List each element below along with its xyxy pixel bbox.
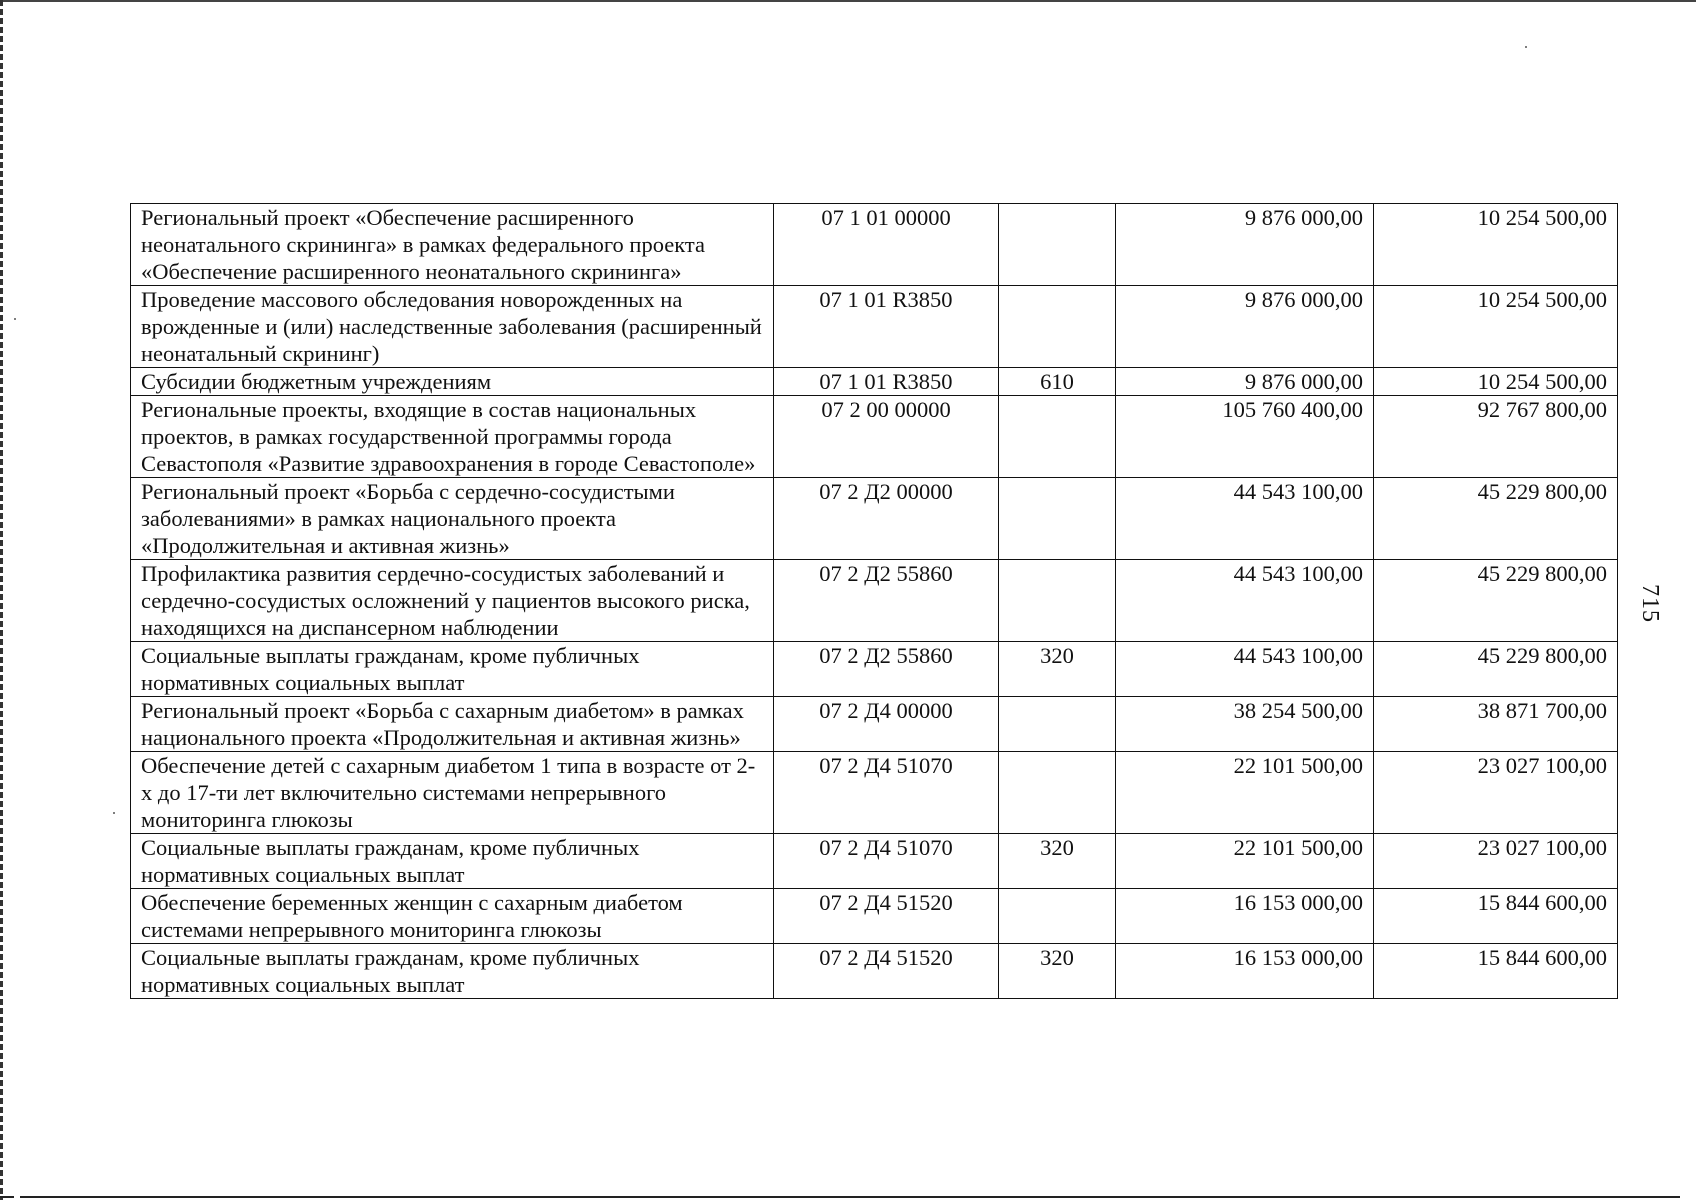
row-value-2: 15 844 600,00: [1374, 944, 1618, 999]
row-code: 07 2 Д4 51520: [774, 889, 999, 944]
table-row: [131, 396, 1618, 478]
row-value-2: 10 254 500,00: [1374, 286, 1618, 368]
row-code: 07 2 Д4 51520: [774, 944, 999, 999]
row-code: 07 2 00 00000: [774, 396, 999, 478]
row-code: 07 1 01 R3850: [774, 286, 999, 368]
row-value-2: 38 871 700,00: [1374, 697, 1618, 752]
row-expense-kind: 320: [999, 834, 1116, 889]
row-value-1: 44 543 100,00: [1116, 560, 1374, 642]
row-code: 07 2 Д4 51070: [774, 752, 999, 834]
table-row: [131, 368, 1618, 396]
row-name: Социальные выплаты гражданам, кроме публичных нормативных социальных выплат: [131, 642, 774, 697]
row-expense-kind: 610: [999, 368, 1116, 396]
row-code: 07 2 Д2 00000: [774, 478, 999, 560]
row-name: Субсидии бюджетным учреждениям: [131, 368, 774, 396]
scan-edge-top: [0, 0, 1696, 2]
row-value-1: 105 760 400,00: [1116, 396, 1374, 478]
row-value-2: 23 027 100,00: [1374, 752, 1618, 834]
row-name: Социальные выплаты гражданам, кроме публичных нормативных социальных выплат: [131, 834, 774, 889]
table-row: [131, 642, 1618, 697]
table-row: [131, 204, 1618, 286]
row-expense-kind: [999, 752, 1116, 834]
row-name: Обеспечение детей с сахарным диабетом 1 типа в возрасте от 2-х до 17-ти лет включительно системами непрерывного мониторинга глюкозы: [131, 752, 774, 834]
row-code: 07 1 01 R3850: [774, 368, 999, 396]
row-code: 07 2 Д4 00000: [774, 697, 999, 752]
row-expense-kind: [999, 889, 1116, 944]
row-code: 07 1 01 00000: [774, 204, 999, 286]
table-row: [131, 944, 1618, 999]
table-row: [131, 697, 1618, 752]
scan-speck: [113, 812, 115, 814]
row-value-2: 10 254 500,00: [1374, 368, 1618, 396]
row-name: Профилактика развития сердечно-сосудистых заболеваний и сердечно-сосудистых осложнений у пациентов высокого риска, находящихся на диспансерном наблюдении: [131, 560, 774, 642]
row-code: 07 2 Д4 51070: [774, 834, 999, 889]
table-row: [131, 286, 1618, 368]
row-value-1: 9 876 000,00: [1116, 204, 1374, 286]
row-name: Региональный проект «Борьба с сахарным диабетом» в рамках национального проекта «Продолжительная и активная жизнь»: [131, 697, 774, 752]
row-name: Региональный проект «Обеспечение расширенного неонатального скрининга» в рамках федерального проекта «Обеспечение расширенного неонатального скрининга»: [131, 204, 774, 286]
scan-edge-left: [0, 0, 3, 1200]
row-code: 07 2 Д2 55860: [774, 642, 999, 697]
scan-edge-bottom-dash: [0, 1196, 14, 1198]
row-value-1: 38 254 500,00: [1116, 697, 1374, 752]
row-code: 07 2 Д2 55860: [774, 560, 999, 642]
scan-speck: [1525, 46, 1527, 48]
row-expense-kind: 320: [999, 944, 1116, 999]
row-name: Обеспечение беременных женщин с сахарным диабетом системами непрерывного мониторинга глюкозы: [131, 889, 774, 944]
scan-edge-bottom: [20, 1196, 1680, 1198]
page-number: 715: [1637, 584, 1663, 623]
row-name: Региональные проекты, входящие в состав национальных проектов, в рамках государственной программы города Севастополя «Развитие здравоохранения в городе Севастополе»: [131, 396, 774, 478]
row-value-2: 92 767 800,00: [1374, 396, 1618, 478]
row-expense-kind: [999, 204, 1116, 286]
row-expense-kind: [999, 478, 1116, 560]
table-row: [131, 834, 1618, 889]
row-value-2: 45 229 800,00: [1374, 642, 1618, 697]
row-name: Региональный проект «Борьба с сердечно-сосудистыми заболеваниями» в рамках национального проекта «Продолжительная и активная жизнь»: [131, 478, 774, 560]
row-expense-kind: [999, 396, 1116, 478]
row-value-1: 9 876 000,00: [1116, 368, 1374, 396]
row-value-2: 45 229 800,00: [1374, 478, 1618, 560]
row-value-1: 22 101 500,00: [1116, 834, 1374, 889]
row-value-1: 16 153 000,00: [1116, 944, 1374, 999]
table-row: [131, 478, 1618, 560]
table-row: [131, 889, 1618, 944]
row-value-1: 44 543 100,00: [1116, 478, 1374, 560]
row-value-2: 45 229 800,00: [1374, 560, 1618, 642]
row-value-1: 9 876 000,00: [1116, 286, 1374, 368]
row-value-2: 10 254 500,00: [1374, 204, 1618, 286]
table-row: [131, 752, 1618, 834]
row-value-1: 44 543 100,00: [1116, 642, 1374, 697]
row-expense-kind: [999, 286, 1116, 368]
row-value-1: 22 101 500,00: [1116, 752, 1374, 834]
scan-speck: [14, 318, 16, 320]
budget-table-body: [131, 204, 1618, 999]
row-value-1: 16 153 000,00: [1116, 889, 1374, 944]
budget-table: [130, 203, 1618, 999]
row-name: Социальные выплаты гражданам, кроме публичных нормативных социальных выплат: [131, 944, 774, 999]
row-value-2: 15 844 600,00: [1374, 889, 1618, 944]
table-row: [131, 560, 1618, 642]
row-expense-kind: [999, 697, 1116, 752]
row-expense-kind: 320: [999, 642, 1116, 697]
row-expense-kind: [999, 560, 1116, 642]
row-name: Проведение массового обследования новорожденных на врожденные и (или) наследственные заболевания (расширенный неонатальный скрининг): [131, 286, 774, 368]
row-value-2: 23 027 100,00: [1374, 834, 1618, 889]
